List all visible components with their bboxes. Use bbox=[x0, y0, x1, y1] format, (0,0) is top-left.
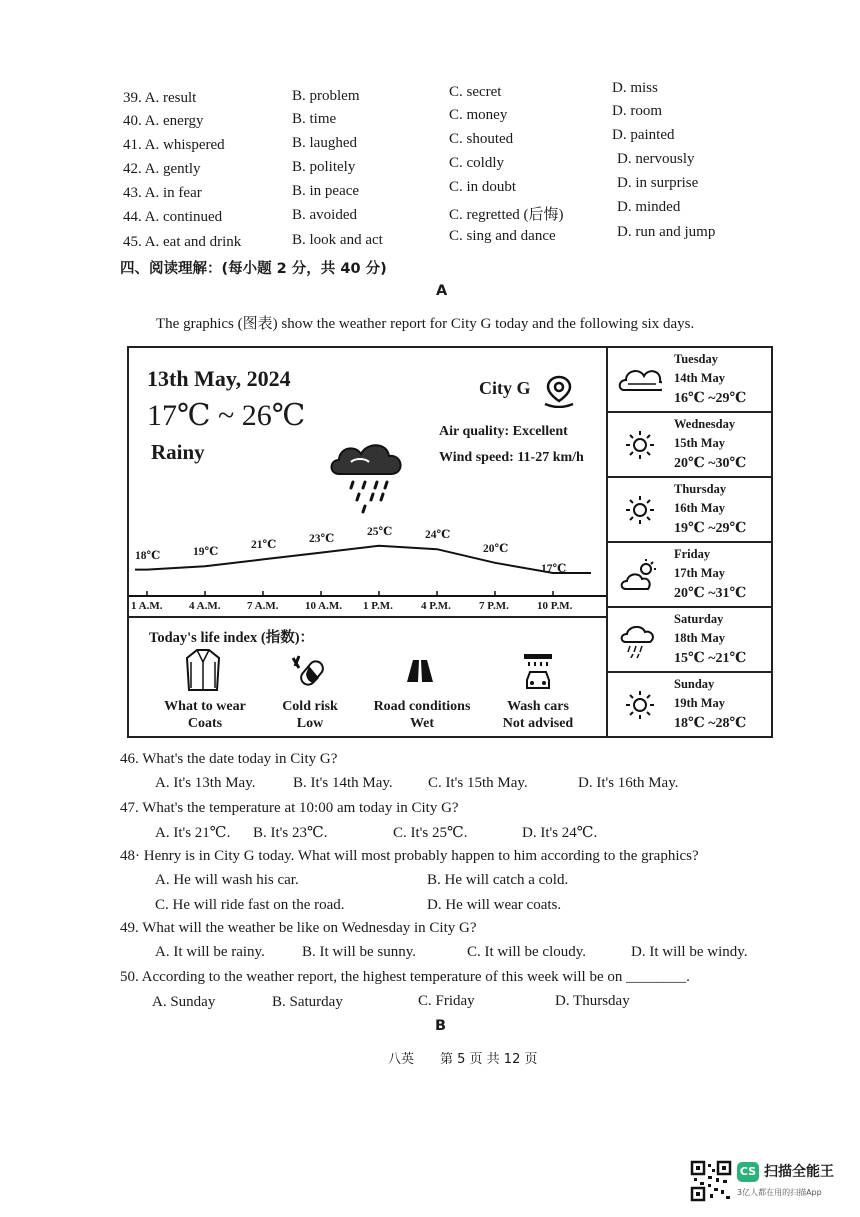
hourly-time-label: 4 A.M. bbox=[189, 600, 221, 612]
hourly-time-label: 7 P.M. bbox=[479, 600, 509, 612]
answer-option: C. It's 15th May. bbox=[428, 775, 528, 791]
forecast-temp: 20℃ ~31℃ bbox=[674, 586, 747, 601]
city-name: City G bbox=[479, 378, 531, 398]
question-text: 47. What's the temperature at 10:00 am today in City G? bbox=[120, 800, 459, 816]
forecast-temp: 18℃ ~28℃ bbox=[674, 716, 747, 731]
forecast-day bbox=[608, 478, 771, 543]
passage-b-label: B bbox=[435, 1018, 447, 1034]
answer-option: D. He will wear coats. bbox=[427, 897, 562, 913]
option-c: C. shouted bbox=[449, 131, 514, 147]
sun-cloud-icon bbox=[618, 557, 662, 593]
option-c: C. secret bbox=[449, 84, 502, 100]
today-temp-range: 17℃ ~ 26℃ bbox=[147, 399, 306, 432]
sun-icon bbox=[618, 427, 662, 463]
answer-option: B. It's 14th May. bbox=[293, 775, 393, 791]
answer-option: C. It will be cloudy. bbox=[467, 944, 587, 960]
life-index bbox=[129, 618, 608, 736]
rain-icon bbox=[618, 622, 662, 658]
hourly-temp-label: 24℃ bbox=[425, 529, 451, 542]
question-text: 48· Henry is in City G today. What will most probably happen to him according to the graphics? bbox=[120, 848, 699, 864]
forecast-date: 17th May bbox=[674, 566, 726, 580]
hourly-time-label: 10 A.M. bbox=[305, 600, 342, 612]
hourly-time-label: 7 A.M. bbox=[247, 600, 279, 612]
forecast-day-name: Thursday bbox=[674, 482, 727, 496]
forecast-temp: 16℃ ~29℃ bbox=[674, 391, 747, 406]
forecast-date: 18th May bbox=[674, 631, 726, 645]
option-a: 40. A. energy bbox=[123, 113, 204, 129]
option-a: 41. A. whispered bbox=[123, 137, 225, 153]
forecast-day-name: Wednesday bbox=[674, 417, 736, 431]
life-index-name: Wash cars bbox=[507, 699, 569, 714]
answer-option: D. It will be windy. bbox=[631, 944, 748, 960]
option-d: D. nervously bbox=[617, 151, 695, 167]
option-c: C. sing and dance bbox=[449, 228, 556, 244]
forecast-day-name: Tuesday bbox=[674, 352, 719, 366]
option-b: B. politely bbox=[292, 159, 356, 175]
question-text: 46. What's the date today in City G? bbox=[120, 751, 338, 767]
answer-option: B. It's 23℃. bbox=[253, 825, 328, 841]
option-b: B. time bbox=[292, 111, 337, 127]
option-c: C. regretted (后悔) bbox=[449, 207, 564, 223]
forecast-day bbox=[608, 413, 771, 478]
forecast-day bbox=[608, 348, 771, 413]
answer-option: A. Sunday bbox=[152, 994, 216, 1010]
hourly-temp-label: 21℃ bbox=[251, 539, 277, 552]
option-b: B. in peace bbox=[292, 183, 360, 199]
answer-option: B. He will catch a cold. bbox=[427, 872, 569, 888]
option-d: D. miss bbox=[612, 80, 658, 96]
hourly-temp-label: 25℃ bbox=[367, 525, 393, 538]
option-b: B. look and act bbox=[292, 232, 383, 248]
answer-option: A. It will be rainy. bbox=[155, 944, 265, 960]
life-index-name: Cold risk bbox=[282, 699, 338, 714]
page-footer: 八英 第 5 页 共 12 页 bbox=[388, 1052, 538, 1067]
answer-option: A. It's 13th May. bbox=[155, 775, 256, 791]
answer-option: C. He will ride fast on the road. bbox=[155, 897, 345, 913]
scanner-logo: CS bbox=[737, 1162, 759, 1182]
today-weather bbox=[129, 348, 608, 618]
car-wash-icon bbox=[523, 652, 553, 692]
forecast-temp: 20℃ ~30℃ bbox=[674, 456, 747, 471]
weather-report bbox=[127, 346, 773, 738]
option-c: C. in doubt bbox=[449, 179, 517, 195]
question-text: 50. According to the weather report, the highest temperature of this week will be on ________. bbox=[120, 969, 690, 985]
option-d: D. run and jump bbox=[617, 224, 716, 240]
forecast-date: 14th May bbox=[674, 371, 726, 385]
option-c: C. money bbox=[449, 107, 508, 123]
option-a: 43. A. in fear bbox=[123, 185, 202, 201]
life-index-title: Today's life index (指数)： bbox=[149, 630, 315, 646]
forecast-date: 19th May bbox=[674, 696, 726, 710]
answer-option: D. Thursday bbox=[555, 993, 630, 1009]
hourly-time-label: 1 A.M. bbox=[131, 600, 163, 612]
life-index-value: Low bbox=[296, 716, 324, 731]
forecast-day bbox=[608, 543, 771, 608]
sun-icon bbox=[618, 492, 662, 528]
option-a: 45. A. eat and drink bbox=[123, 234, 242, 250]
life-index-value: Wet bbox=[409, 716, 435, 731]
life-index-value: Not advised bbox=[502, 716, 574, 731]
answer-option: A. He will wash his car. bbox=[155, 872, 299, 888]
hourly-temp-label: 17℃ bbox=[541, 563, 567, 575]
forecast-day bbox=[608, 608, 771, 673]
hourly-time-label: 1 P.M. bbox=[363, 600, 393, 612]
question-text: 49. What will the weather be like on Wednesday in City G? bbox=[120, 920, 477, 936]
life-index-value: Coats bbox=[187, 716, 223, 731]
passage-a-label: A bbox=[436, 283, 448, 299]
answer-option: A. It's 21℃. bbox=[155, 825, 231, 841]
option-b: B. problem bbox=[292, 88, 360, 104]
hourly-time-label: 4 P.M. bbox=[421, 600, 451, 612]
answer-option: D. It's 16th May. bbox=[578, 775, 679, 791]
sun-icon bbox=[618, 687, 662, 723]
forecast-day-name: Saturday bbox=[674, 612, 724, 626]
life-index-name: What to wear bbox=[164, 699, 246, 714]
option-a: 39. A. result bbox=[123, 90, 197, 106]
hourly-time-label: 10 P.M. bbox=[537, 600, 573, 612]
forecast-temp: 15℃ ~21℃ bbox=[674, 651, 747, 666]
forecast-date: 15th May bbox=[674, 436, 726, 450]
answer-option: C. It's 25℃. bbox=[393, 825, 468, 841]
forecast-day-name: Friday bbox=[674, 547, 711, 561]
option-d: D. in surprise bbox=[617, 175, 699, 191]
forecast-temp: 19℃ ~29℃ bbox=[674, 521, 747, 536]
option-c: C. coldly bbox=[449, 155, 504, 171]
option-b: B. laughed bbox=[292, 135, 357, 151]
today-condition: Rainy bbox=[151, 440, 205, 464]
life-index-name: Road conditions bbox=[373, 699, 471, 714]
option-a: 44. A. continued bbox=[123, 209, 223, 225]
hourly-temp-label: 20℃ bbox=[483, 542, 509, 555]
option-d: D. minded bbox=[617, 199, 681, 215]
wind-speed: Wind speed: 11-27 km/h bbox=[439, 450, 584, 465]
hourly-temp-label: 18℃ bbox=[135, 549, 161, 562]
pill-icon bbox=[289, 652, 329, 688]
today-date: 13th May, 2024 bbox=[147, 366, 291, 391]
answer-option: D. It's 24℃. bbox=[522, 825, 598, 841]
option-a: 42. A. gently bbox=[123, 161, 201, 177]
answer-option: B. It will be sunny. bbox=[302, 944, 417, 960]
forecast-date: 16th May bbox=[674, 501, 726, 515]
coat-icon bbox=[185, 648, 221, 692]
air-quality: Air quality: Excellent bbox=[439, 424, 568, 439]
option-d: D. painted bbox=[612, 127, 675, 143]
hourly-temp-label: 23℃ bbox=[309, 532, 335, 545]
option-b: B. avoided bbox=[292, 207, 357, 223]
road-icon bbox=[405, 658, 435, 684]
option-d: D. room bbox=[612, 103, 662, 119]
scanner-tagline: 3亿人都在用的扫描App bbox=[737, 1188, 822, 1197]
answer-option: B. Saturday bbox=[272, 994, 343, 1010]
hourly-temp-label: 19℃ bbox=[193, 546, 219, 559]
section-heading: 四、阅读理解：(每小题 2 分，共 40 分) bbox=[120, 261, 387, 277]
hourly-temperature-chart bbox=[129, 348, 606, 616]
answer-option: C. Friday bbox=[418, 993, 475, 1009]
cloud-icon bbox=[618, 362, 662, 398]
intro-text: The graphics (图表) show the weather report for City G today and the following six days. bbox=[156, 316, 695, 332]
forecast-day bbox=[608, 673, 771, 738]
scanner-brand: 扫描全能王 bbox=[764, 1164, 834, 1180]
forecast-day-name: Sunday bbox=[674, 677, 715, 691]
qr-code-icon bbox=[690, 1160, 732, 1202]
